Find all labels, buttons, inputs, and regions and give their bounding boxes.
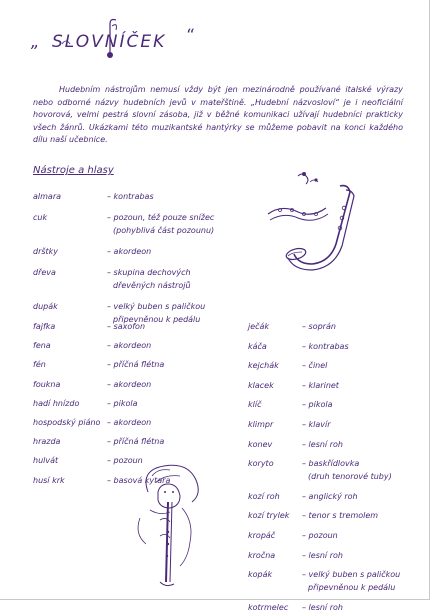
glossary-definition-line: – lesní roh — [302, 602, 343, 612]
glossary-term: konev — [248, 439, 273, 449]
glossary-entry — [33, 339, 233, 352]
glossary-term: hrazda — [33, 437, 61, 447]
glossary-entry — [248, 320, 423, 333]
glossary-definition-line: připevněnou k pedálu — [113, 315, 201, 324]
glossary-definition — [302, 379, 339, 392]
glossary-definition — [107, 378, 151, 391]
glossary-definition-line: – saxofon — [107, 322, 146, 331]
glossary-entry — [248, 457, 423, 483]
glossary-definition-line: – příčná flétna — [107, 437, 165, 447]
glossary-definition-line: – basová kytara — [107, 475, 171, 485]
title-close-quote: “ — [186, 26, 195, 46]
glossary-entry — [248, 490, 423, 503]
glossary-definition — [302, 509, 378, 522]
glossary-term: dřeva — [33, 268, 56, 277]
glossary-definition-line: (pohyblivá část pozounu) — [113, 226, 215, 235]
glossary-definition — [107, 211, 214, 237]
glossary-term: fajfka — [33, 322, 56, 331]
section-heading: Nástroje a hlasy — [33, 165, 114, 176]
glossary-entry — [248, 568, 423, 594]
glossary-definition — [107, 358, 164, 371]
glossary-definition-line: – kontrabas — [107, 192, 154, 201]
glossary-term: kopák — [248, 570, 273, 580]
glossary-definition-line: – příčná flétna — [107, 360, 165, 370]
glossary-definition — [107, 190, 154, 203]
glossary-entry — [33, 211, 273, 237]
glossary-definition-line: – tenor s tremolem — [302, 511, 379, 521]
glossary-term: husí krk — [33, 475, 65, 485]
glossary-term: fena — [33, 341, 51, 351]
glossary-term: kozí roh — [248, 491, 280, 501]
glossary-definition-line: – pozoun — [302, 531, 338, 540]
glossary-definition-line: – velký buben s paličkou — [107, 302, 206, 311]
glossary-definition — [107, 435, 164, 448]
glossary-entry — [248, 509, 423, 522]
glossary-definition — [107, 397, 138, 410]
glossary-definition-line: – velký buben s paličkou — [302, 570, 401, 580]
glossary-entry — [33, 435, 233, 448]
glossary-definition-line: – akordeon — [107, 247, 152, 256]
glossary-definition — [302, 320, 336, 333]
glossary-entry — [248, 398, 423, 411]
glossary-definition-line: – klavír — [302, 420, 331, 429]
glossary-definition-line: – lesní roh — [302, 439, 343, 449]
glossary-term: hulvát — [33, 456, 59, 466]
glossary-entry — [248, 379, 423, 392]
glossary-term: cuk — [33, 213, 48, 222]
glossary-definition-line: – soprán — [302, 322, 336, 331]
glossary-definition-line: – akordeon — [107, 341, 152, 351]
glossary-definition — [302, 601, 343, 614]
glossary-definition-line: – klarinet — [302, 380, 339, 390]
glossary-term: foukna — [33, 379, 61, 389]
glossary-term: kročna — [248, 550, 276, 560]
glossary-definition-line: – akordeon — [107, 379, 152, 389]
glossary-term: klíč — [248, 400, 262, 410]
glossary-entry — [248, 359, 423, 372]
glossary-definition-line: – kontrabas — [302, 341, 349, 351]
glossary-term: fén — [33, 360, 46, 370]
glossary-definition — [302, 340, 349, 353]
glossary-definition — [302, 398, 333, 411]
glossary-definition — [302, 529, 338, 542]
glossary-term: kotrmelec — [248, 602, 289, 612]
glossary-definition — [302, 490, 358, 503]
glossary-term: hadí hnízdo — [33, 398, 80, 408]
glossary-term: kozí trylek — [248, 511, 290, 521]
glossary-definition-line: – pozoun — [107, 456, 143, 466]
glossary-entry — [33, 266, 273, 292]
glossary-term: kejchák — [248, 361, 279, 371]
glossary-term: dupák — [33, 302, 58, 311]
glossary-definition-line: – skupina dechových — [107, 268, 191, 277]
glossary-entry — [33, 397, 233, 410]
glossary-entry — [33, 245, 273, 258]
intro-paragraph: Hudebním nástrojům nemusí vždy být jen mezinárodně používané italské výrazy nebo odborné názvy hudebních jevů v mateřštině. „Hudební názvosloví“ je i neoficiální hovorová, velmi pestrá slovní zásoba, již v běžné komunikaci užívají hudebníci prakticky všech žánrů. Ukázkami této muzikantské hantýrky se můžeme pobavit na konci každého dílu naší učebnice. — [33, 85, 403, 145]
glossary-definition-line: připevněnou k pedálu — [308, 583, 396, 593]
glossary-definition-line: – anglický roh — [302, 491, 358, 501]
title-open-quote: „ — [30, 32, 39, 52]
glossary-entry — [33, 190, 273, 203]
glossary-term: almara — [33, 192, 62, 201]
glossary-definition — [302, 457, 392, 483]
glossary-definition — [107, 339, 151, 352]
glossary-term: klimpr — [248, 420, 274, 429]
glossary-term: klacek — [248, 380, 274, 390]
glossary-definition — [107, 416, 151, 429]
glossary-entry — [248, 549, 423, 562]
glossary-definition-line: – pozoun, též pouze snížec — [107, 213, 215, 222]
glossary-entry — [248, 340, 423, 353]
glossary-definition-line: – akordeon — [107, 418, 152, 427]
page-title: SLOVNÍČEK — [52, 32, 167, 52]
glossary-entry — [33, 320, 233, 333]
glossary-definition — [302, 568, 400, 594]
glossary-definition-line: (druh tenorové tuby) — [308, 472, 392, 482]
glossary-definition — [302, 438, 343, 451]
glossary-term: ječák — [248, 322, 270, 331]
glossary-entry — [33, 378, 233, 391]
glossary-definition — [107, 245, 151, 258]
glossary-term: koryto — [248, 459, 274, 469]
glossary-definition — [107, 266, 191, 292]
glossary-definition — [302, 359, 327, 372]
glossary-definition-line: – baskřídlovka — [302, 459, 360, 469]
glossary-definition — [107, 320, 145, 333]
glossary-definition-line: – pikola — [107, 398, 138, 408]
glossary-term: káča — [248, 341, 267, 351]
glossary-term: kropáč — [248, 531, 276, 540]
glossary-entry — [248, 438, 423, 451]
glossary-term: hospodský piáno — [33, 418, 101, 427]
flute-player-icon — [130, 462, 220, 592]
glossary-entry — [33, 358, 233, 371]
glossary-definition-line: – lesní roh — [302, 550, 343, 560]
glossary-entry — [248, 418, 423, 431]
glossary-entry — [33, 416, 233, 429]
glossary-definition-line: dřevěných nástrojů — [113, 281, 191, 290]
glossary-term: drštky — [33, 247, 59, 256]
glossary-definition-line: – činel — [302, 361, 328, 371]
glossary-definition — [302, 549, 343, 562]
saxophone-icon — [258, 168, 370, 276]
glossary-definition-line: – pikola — [302, 400, 333, 410]
glossary-entry — [248, 601, 423, 614]
glossary-entry — [248, 529, 423, 542]
glossary-definition — [302, 418, 331, 431]
